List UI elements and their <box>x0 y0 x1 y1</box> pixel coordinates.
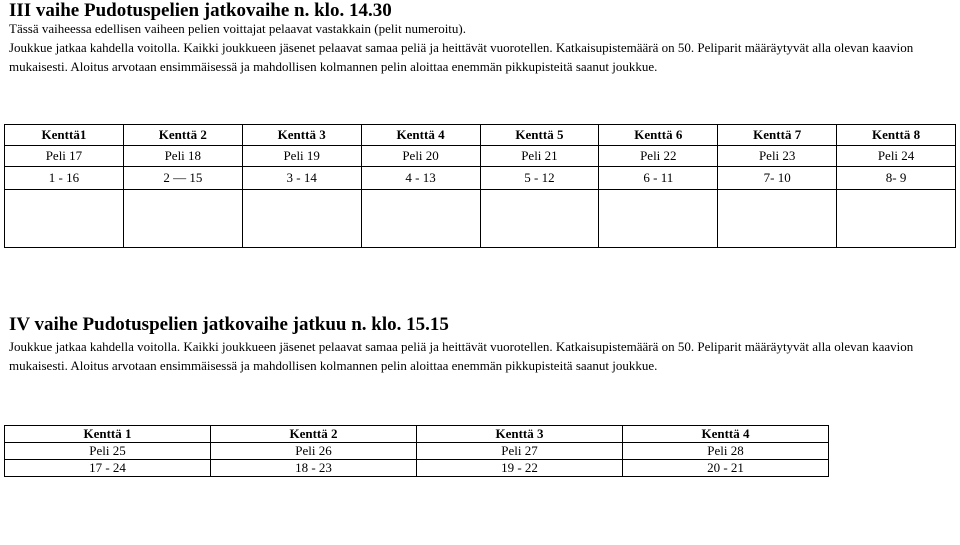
table-header-row <box>5 125 956 146</box>
pairing-cell: 20 - 21 <box>623 460 829 477</box>
pairing-cell: 7- 10 <box>718 167 837 190</box>
game-cell: Peli 20 <box>361 146 480 167</box>
game-cell: Peli 17 <box>5 146 124 167</box>
pairing-cell: 4 - 13 <box>361 167 480 190</box>
table-row-result <box>5 190 956 248</box>
field-header: Kenttä 3 <box>417 426 623 443</box>
section-3-rules: Joukkue jatkaa kahdella voitolla. Kaikki joukkueen jäsenet pelaavat samaa peliä ja heittävät vuorotellen. Katkaisupistemäärä on 50. Peliparit määräytyvät alla olevan kaavion mukaisesti. Aloitus arvotaan ensimmäisessä ja mahdollisen kolmannen pelin aloittaa enemmän pikkupisteitä saanut joukkue. <box>9 40 914 74</box>
pairing-cell: 5 - 12 <box>480 167 599 190</box>
table-row-games <box>5 443 829 460</box>
result-cell <box>599 190 718 248</box>
result-cell <box>837 190 956 248</box>
field-header: Kenttä 8 <box>837 125 956 146</box>
game-cell: Peli 23 <box>718 146 837 167</box>
table-row-pairings <box>5 460 829 477</box>
game-cell: Peli 24 <box>837 146 956 167</box>
table-row-games <box>5 146 956 167</box>
game-cell: Peli 26 <box>211 443 417 460</box>
game-cell: Peli 27 <box>417 443 623 460</box>
section-4-title: IV vaihe Pudotuspelien jatkovaihe jatkuu n. klo. 15.15 <box>9 314 449 335</box>
table-header-row <box>5 426 829 443</box>
field-header: Kenttä 2 <box>211 426 417 443</box>
pairing-cell: 2 — 15 <box>123 167 242 190</box>
field-header: Kenttä 5 <box>480 125 599 146</box>
game-cell: Peli 28 <box>623 443 829 460</box>
section-4-schedule-table <box>4 425 829 477</box>
pairing-cell: 3 - 14 <box>242 167 361 190</box>
field-header: Kenttä 7 <box>718 125 837 146</box>
result-cell <box>5 190 124 248</box>
game-cell: Peli 19 <box>242 146 361 167</box>
game-cell: Peli 18 <box>123 146 242 167</box>
pairing-cell: 1 - 16 <box>5 167 124 190</box>
result-cell <box>361 190 480 248</box>
pairing-cell: 19 - 22 <box>417 460 623 477</box>
game-cell: Peli 25 <box>5 443 211 460</box>
game-cell: Peli 22 <box>599 146 718 167</box>
field-header: Kenttä 2 <box>123 125 242 146</box>
field-header: Kenttä 4 <box>361 125 480 146</box>
field-header: Kenttä1 <box>5 125 124 146</box>
result-cell <box>718 190 837 248</box>
pairing-cell: 17 - 24 <box>5 460 211 477</box>
pairing-cell: 18 - 23 <box>211 460 417 477</box>
field-header: Kenttä 3 <box>242 125 361 146</box>
game-cell: Peli 21 <box>480 146 599 167</box>
result-cell <box>480 190 599 248</box>
result-cell <box>123 190 242 248</box>
section-4-rules: Joukkue jatkaa kahdella voitolla. Kaikki joukkueen jäsenet pelaavat samaa peliä ja heittävät vuorotellen. Katkaisupistemäärä on 50. Peliparit määräytyvät alla olevan kaavion mukaisesti. Aloitus arvotaan ensimmäisessä ja mahdollisen kolmannen pelin aloittaa enemmän pikkupisteitä saanut joukkue. <box>9 339 914 373</box>
field-header: Kenttä 1 <box>5 426 211 443</box>
field-header: Kenttä 6 <box>599 125 718 146</box>
field-header: Kenttä 4 <box>623 426 829 443</box>
section-3-title: III vaihe Pudotuspelien jatkovaihe n. klo. 14.30 <box>9 0 392 21</box>
pairing-cell: 8- 9 <box>837 167 956 190</box>
result-cell <box>242 190 361 248</box>
section-3-intro: Tässä vaiheessa edellisen vaiheen pelien voittajat pelaavat vastakkain (pelit numeroitu). <box>9 21 466 36</box>
section-3-schedule-table <box>4 124 956 248</box>
pairing-cell: 6 - 11 <box>599 167 718 190</box>
table-row-pairings <box>5 167 956 190</box>
